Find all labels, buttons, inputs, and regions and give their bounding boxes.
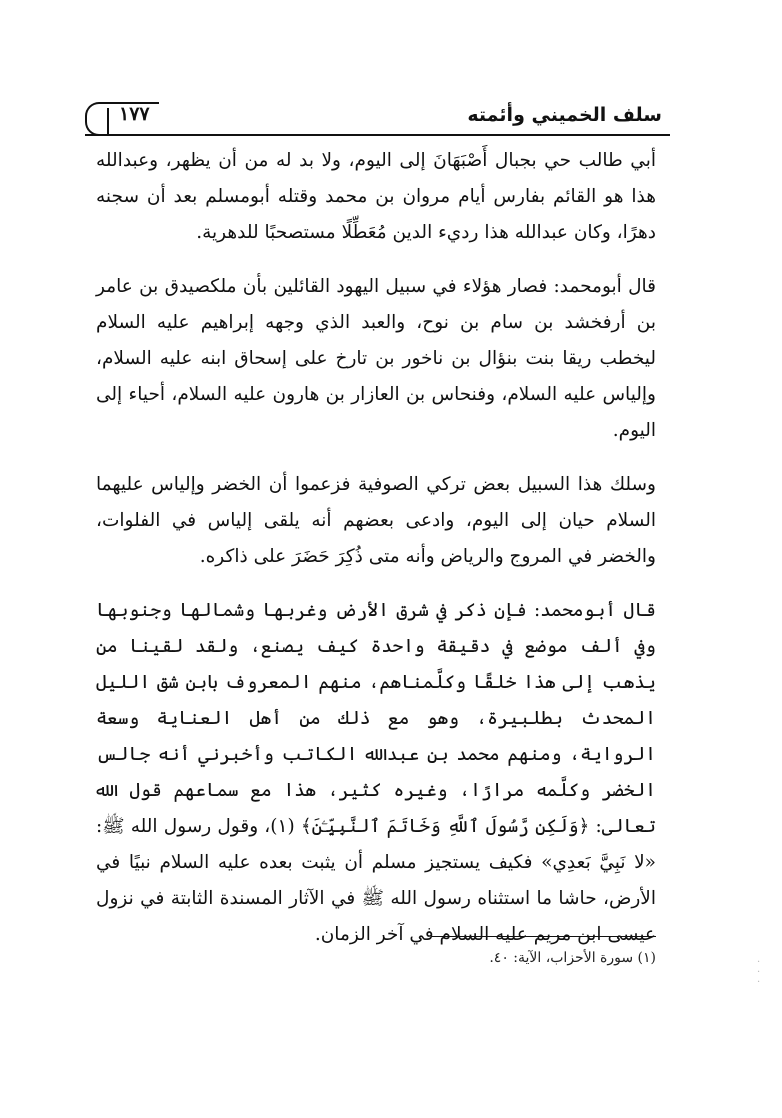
text-line: هذا هو القائم بفارس أيام مروان بن محمد وقتله أبومسلم بعد أن سجنه	[96, 186, 656, 207]
text-line: وإلياس عليه السلام، وفنحاس بن العازار بن هارون عليه السلام، أحياء إلى اليوم.	[96, 384, 656, 441]
text-line: ليخطب ريقا بنت بنؤال بن ناخور بن تارخ على إسحاق ابنه عليه السلام،	[96, 348, 656, 369]
page-number-divider	[107, 108, 109, 134]
page-number: ١٧٧	[119, 103, 150, 125]
footnote-separator	[432, 936, 656, 937]
text-line: عامر بن أرفخشد بن سام بن نوح، والعبد الذي وجهه إبراهيم عليه السلام	[96, 276, 656, 333]
text-line: موضع في دقيقة واحدة كيف يصنع، ولقد لقينا من يذهب إلى هذا خلقًا	[96, 636, 656, 693]
paragraph-2	[96, 269, 656, 449]
paragraph-3	[96, 467, 656, 575]
header-rule	[85, 134, 670, 136]
text-line: وسلك هذا السبيل بعض تركي الصوفية فزعموا أن الخضر وإلياس	[151, 474, 656, 495]
paragraph-1	[96, 143, 656, 251]
footnote: (١) سورة الأحزاب، الآية: ٤٠.	[489, 950, 656, 966]
text-line: دهرًا، وكان عبدالله هذا رديء الدين مُعَطِّلًا مستصحبًا للدهرية.	[196, 222, 656, 243]
text-line: تعالى: ﴿وَلَكِن رَّسُولَ ٱللَّهِ وَخَاتَمَ ٱلنَّبِيِّـۧنَ﴾ (١)، وقول رسول الله ﷺ: «لا	[96, 816, 656, 873]
text-line: أبي طالب حي بجبال أَصْبَهَانَ إلى اليوم، ولا بد له من أن يظهر، وعبدالله	[96, 150, 656, 171]
text-line: نَبِيَّ بَعدِي» فكيف يستجيز مسلم أن يثبت بعده عليه السلام نبيًا في الأرض،	[96, 852, 656, 909]
paragraph-4	[96, 593, 656, 953]
text-line: وكلَّمناهم، منهم المعروف بابن شق الليل المحدث بطلبيرة، وهو مع ذلك	[96, 672, 656, 729]
scan-margin-marks: · · ·	[757, 957, 761, 988]
text-line: قال أبومحمد: فصار هؤلاء في سبيل اليهود القائلين بأن ملكصيدق بن	[139, 276, 656, 297]
text-line: حاشا ما استثناه رسول الله ﷺ في الآثار المسندة الثابتة في نزول عيسى	[96, 888, 656, 945]
text-line: عليهما السلام حيان إلى اليوم، وادعى بعضهم أنه يلقى إلياس في	[96, 474, 656, 531]
main-text	[96, 143, 656, 953]
text-line: الفلوات، والخضر في المروج والرياض وأنه متى ذُكِرَ حَضَرَ على ذاكره.	[96, 510, 656, 567]
text-line: ابن مريم عليه السلام في آخر الزمان.	[314, 924, 602, 945]
running-title: سلف الخميني وأئمته	[467, 104, 662, 126]
page-header	[85, 100, 670, 140]
text-line: قال أبومحمد: فإن ذكر في شرق الأرض وغربها وشمالها وجنوبها وفي ألف	[96, 600, 656, 657]
text-line: من أهل العناية وسعة الرواية، ومنهم محمد بن عبدالله الكاتب وأخبرني	[96, 708, 656, 765]
text-line: أنه جالس الخضر وكلَّمه مرارًا، وغيره كثير، هذا مع سماعهم قول الله	[96, 744, 656, 801]
